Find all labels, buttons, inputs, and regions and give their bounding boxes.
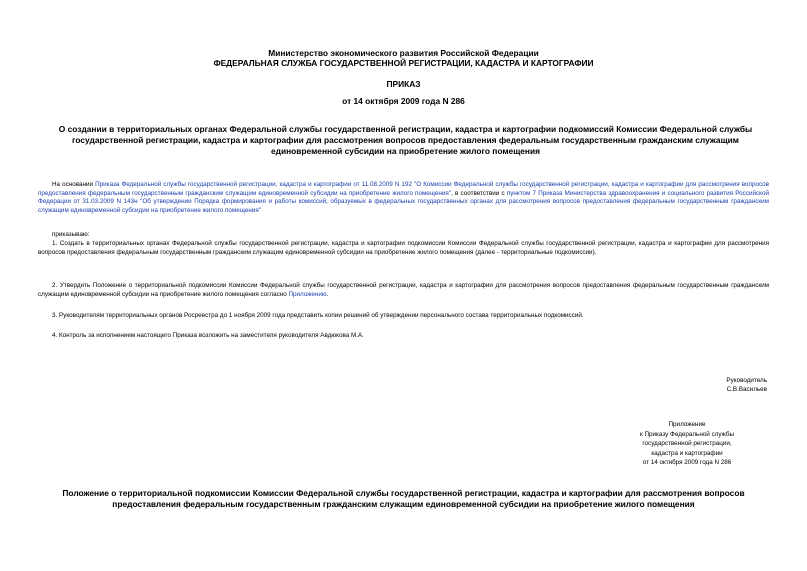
- signature-role: Руководитель: [726, 377, 767, 384]
- basis-prefix: На основании: [52, 181, 96, 188]
- order-item-2-text: 2. Утвердить Положение о территориальной подкомиссии Комиссии Федеральной службы государственной регистрации, кадастра и картографии для рассмотрения вопросов предоставления федеральным государственным гражданским служащим единовременной субсидии на приобретение жилого помещения согласно: [38, 282, 769, 298]
- basis-middle: , в соответствии с: [451, 189, 507, 197]
- ministry-name: Министерство экономического развития Российской Федерации: [268, 48, 539, 58]
- annex-line-3: государственной регистрации,: [642, 440, 732, 448]
- basis-paragraph: [38, 181, 769, 215]
- order-item-4: 4. Контроль за исполнением настоящего Приказа возложить на заместителя руководителя Авдюкова М.А.: [52, 332, 364, 339]
- annex-line-5: от 14 октября 2009 года N 286: [642, 459, 732, 467]
- order-192-link[interactable]: Приказа Федеральной службы государственной регистрации, кадастра и картографии от 11.08.2009 N 192 "О Комиссии Федеральной службы государственной регистрации, кадастра и картографии для рассмотрения вопросов предоставления федеральным государственным гражданским служащим единовременной субсидии на приобретение жилого помещения": [38, 181, 770, 197]
- orders-label: приказываю:: [52, 231, 90, 238]
- order-143n-link[interactable]: пунктом 7 Приказа Министерства здравоохранения и социального развития Российской Федерации от 31.03.2009 N 143н "Об утверждении Порядка формирования и работы комиссий, образуемых в федеральных государственных органах для рассмотрения вопросов предоставления федеральным государственным гражданским служащим единовременной субсидии на приобретение жилого помещения": [38, 189, 769, 214]
- document-type: ПРИКАЗ: [386, 79, 421, 89]
- document-title: О создании в территориальных органах Федеральной службы государственной регистрации, кадастра и картографии подкомиссий Комиссии Федеральной службы государственной регистрации, кадастра и картографии для рассмотрения вопросов предоставления федеральным государственным гражданским служащим единовременной субсидии на приобретение жилого помещения: [58, 124, 753, 156]
- annex-line-4: кадастра и картографии: [651, 449, 723, 457]
- annex-line-1: Приложение: [668, 421, 706, 428]
- regulation-title: Положение о территориальной подкомиссии Комиссии Федеральной службы государственной регистрации, кадастра и картографии для рассмотрения вопросов предоставления федеральным государственным гражданским служащим единовременной субсидии на приобретение жилого помещения: [62, 488, 745, 509]
- service-name: ФЕДЕРАЛЬНАЯ СЛУЖБА ГОСУДАРСТВЕННОЙ РЕГИСТРАЦИИ, КАДАСТРА И КАРТОГРАФИИ: [213, 58, 594, 68]
- document-date-number: от 14 октября 2009 года N 286: [342, 96, 465, 106]
- order-item-3: 3. Руководителям территориальных органов Росреестра до 1 ноября 2009 года представить копии решений об утверждении персонального состава территориальных подкомиссий.: [52, 312, 584, 319]
- annex-line-2: к Приказу Федеральной службы: [639, 430, 735, 438]
- annex-link[interactable]: Приложению: [288, 290, 327, 298]
- order-item-1: 1. Создать в территориальных органах Федеральной службы государственной регистрации, кадастра и картографии подкомиссии Комиссии Федеральной службы государственной регистрации, кадастра и картографии для рассмотрения вопросов предоставления федеральным государственным гражданским служащим единовременной субсидии на приобретение жилого помещения (далее - территориальные подкомиссии).: [38, 240, 769, 256]
- order-item-2: [38, 282, 769, 299]
- order-item-2-end: .: [326, 290, 329, 298]
- signature-name: С.В.Васильев: [726, 386, 767, 393]
- annex-block: [607, 420, 767, 468]
